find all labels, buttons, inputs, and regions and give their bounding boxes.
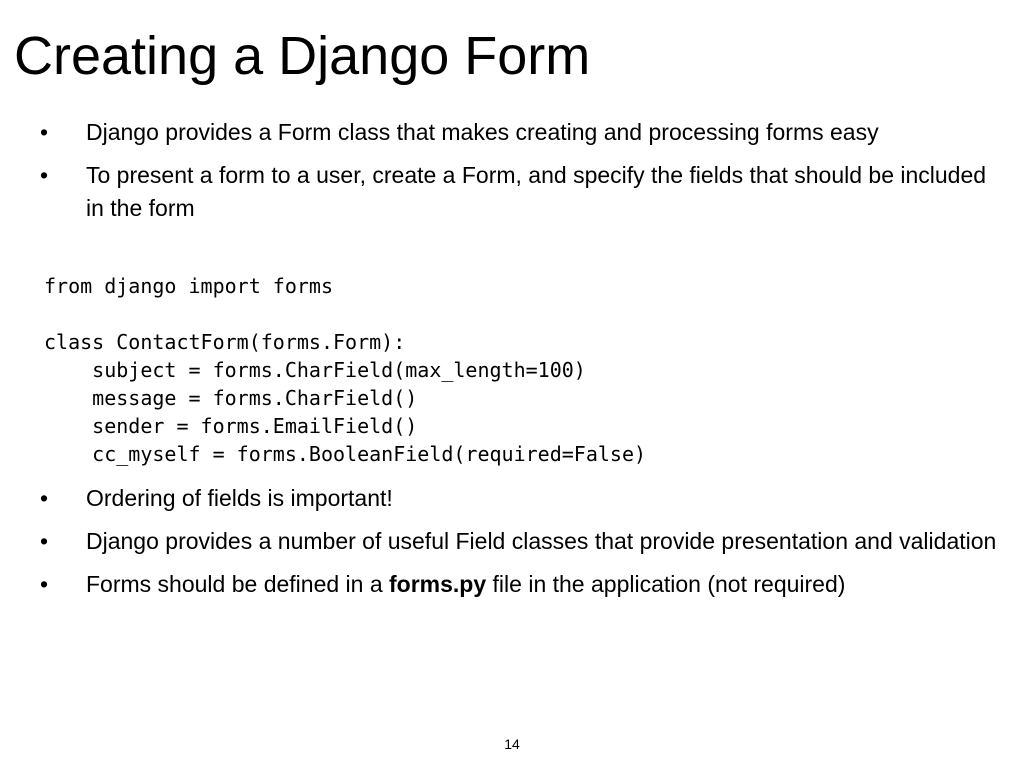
- bullet-text: [86, 571, 845, 597]
- bullet-text: Ordering of fields is important!: [86, 485, 393, 511]
- bullet-dot-icon: •: [40, 162, 49, 188]
- code-block: from django import forms class ContactForm(forms.Form): subject = forms.CharField(max_length=100) message = forms.CharField() sender = forms.EmailField() cc_myself = forms.BooleanField(required=False): [44, 274, 647, 466]
- bullet-text-bold-filename: forms.py: [389, 571, 487, 597]
- bullet-text-after: file in the application (not required): [486, 571, 846, 597]
- page-number: 14: [504, 736, 520, 752]
- top-bullet-list: [0, 116, 1006, 235]
- bullet-dot-icon: •: [40, 485, 49, 511]
- bullet-item: [0, 482, 1006, 515]
- bullet-item: [0, 525, 1006, 558]
- bottom-bullet-list: [0, 482, 1006, 611]
- bullet-item: [0, 568, 1006, 601]
- slide-title: Creating a Django Form: [14, 26, 591, 86]
- bullet-dot-icon: •: [40, 571, 49, 597]
- bullet-text: To present a form to a user, create a Form, and specify the fields that should be included in the form: [86, 162, 987, 221]
- bullet-text-before: Forms should be defined in a: [86, 571, 390, 597]
- bullet-item: [0, 159, 1006, 225]
- bullet-item: [0, 116, 1006, 149]
- bullet-text: Django provides a number of useful Field classes that provide presentation and validation: [86, 528, 997, 554]
- bullet-text: Django provides a Form class that makes creating and processing forms easy: [86, 119, 879, 145]
- bullet-dot-icon: •: [40, 528, 49, 554]
- bullet-dot-icon: •: [40, 119, 49, 145]
